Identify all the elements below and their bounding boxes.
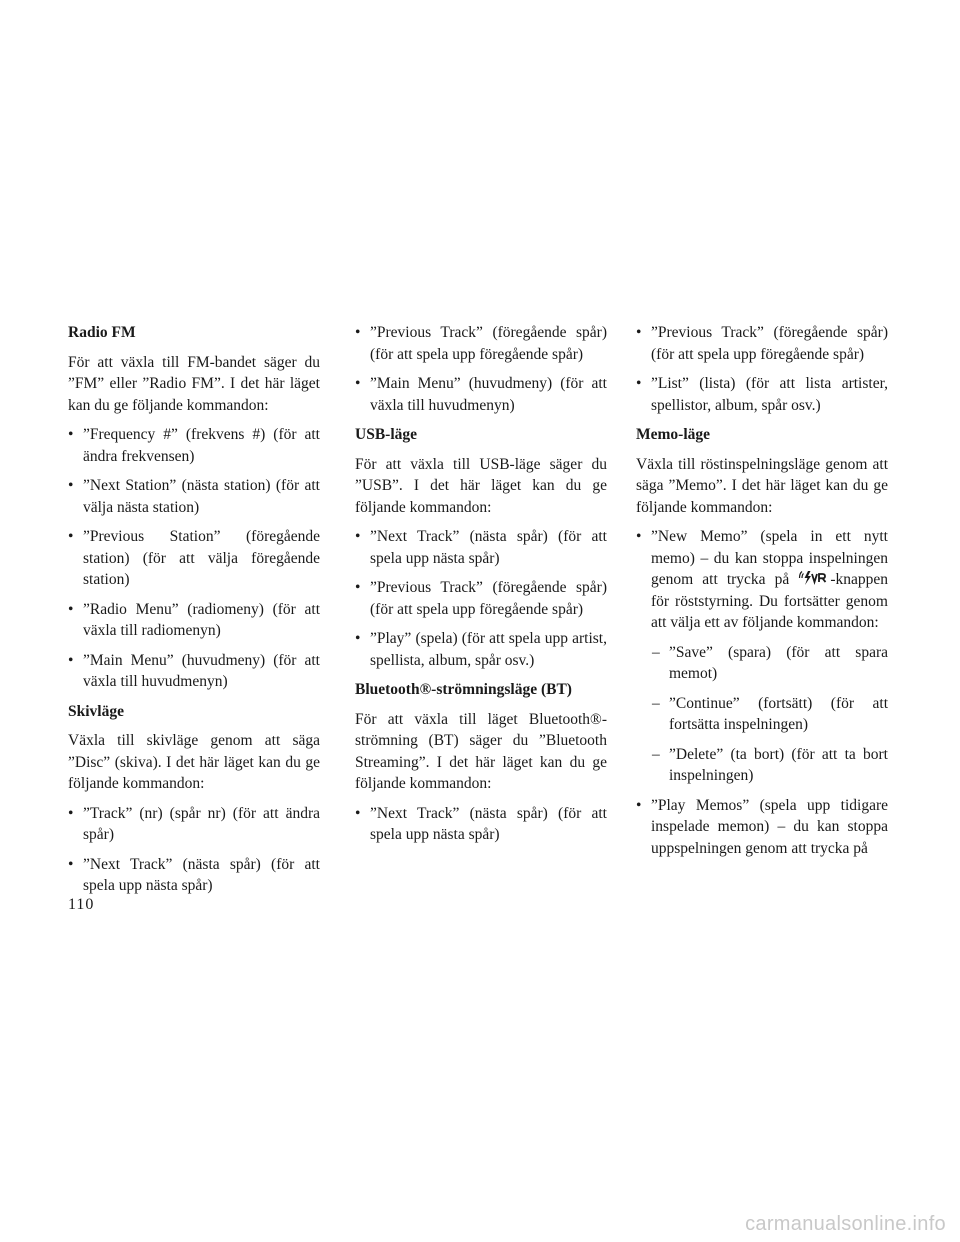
list-item: • ”Next Station” (nästa station) (för att välja nästa station) [68,475,320,518]
list-item: • ”Frequency #” (frekvens #) (för att ändra frekvensen) [68,424,320,467]
memo-command-list [636,526,888,634]
bluetooth-intro: För att växla till läget Bluetooth®-strömning (BT) säger du ”Bluetooth Streaming”. I det här läget kan du ge följande kommandon: [355,710,607,792]
list-item-new-memo [636,526,888,634]
skivlage-command-list-continued [355,322,607,416]
heading-bluetooth: Bluetooth®-strömningsläge (BT) [355,681,572,698]
column-3 [636,322,888,867]
voice-recognition-icon [798,570,830,586]
list-item: • ”List” (lista) (för att lista artister, spellistor, album, spår osv.) [636,373,888,416]
bluetooth-command-list-continued [636,322,888,416]
column-2 [355,322,607,854]
list-item: • ”Radio Menu” (radiomeny) (för att växla till radiomenyn) [68,599,320,642]
list-item: • ”Previous Track” (föregående spår) (för att spela upp föregående spår) [355,577,607,620]
column-1 [68,322,320,905]
memo-intro: Växla till röstinspelningsläge genom att säga ”Memo”. I det här läget kan du ge följande kommandon: [636,455,888,516]
list-item: • ”Previous Track” (föregående spår) (för att spela upp föregående spår) [636,322,888,365]
list-item: • ”Play” (spela) (för att spela upp artist, spellista, album, spår osv.) [355,628,607,671]
radio-fm-intro: För att växla till FM-bandet säger du ”FM” eller ”Radio FM”. I det här läget kan du ge följande kommandon: [68,353,320,414]
list-item: • ”Main Menu” (huvudmeny) (för att växla till huvudmenyn) [355,373,607,416]
list-item: • ”Next Track” (nästa spår) (för att spela upp nästa spår) [355,526,607,569]
page-number: 110 [68,896,95,913]
sub-list-item: – ”Delete” (ta bort) (för att ta bort inspelningen) [636,744,888,787]
radio-fm-command-list [68,424,320,693]
heading-skivlage: Skivläge [68,702,124,720]
heading-radio-fm: Radio FM [68,324,136,341]
list-item-play-memos: • ”Play Memos” (spela upp tidigare inspelade memon) – du kan stoppa uppspelningen genom att trycka på [636,795,888,860]
usb-intro: För att växla till USB-läge säger du ”USB”. I det här läget kan du ge följande kommandon: [355,455,607,516]
list-item: • ”Previous Station” (föregående station) (för att välja föregående station) [68,526,320,591]
heading-usb: USB-läge [355,426,417,443]
sub-list-item: – ”Continue” (fortsätt) (för att fortsätta inspelningen) [636,693,888,736]
watermark: carmanualsonline.info [745,1213,946,1235]
sub-list-item: – ”Save” (spara) (för att spara memot) [636,642,888,685]
skivlage-command-list [68,803,320,897]
new-memo-text: ”New Memo” (spela in ett nytt memo) – du kan stoppa inspelningen genom att trycka på [651,528,888,588]
bluetooth-command-list [355,803,607,846]
heading-memo: Memo-läge [636,426,711,443]
list-item: • ”Main Menu” (huvudmeny) (för att växla till huvudmenyn) [68,650,320,693]
list-item: • ”Track” (nr) (spår nr) (för att ändra spår) [68,803,320,846]
list-item: • ”Next Track” (nästa spår) (för att spela upp nästa spår) [355,803,607,846]
skivlage-intro: Växla till skivläge genom att säga ”Disc” (skiva). I det här läget kan du ge följande kommandon: [68,732,320,792]
memo-sub-command-list [636,642,888,787]
memo-command-list-cont [636,795,888,860]
list-item: • ”Next Track” (nästa spår) (för att spela upp nästa spår) [68,854,320,897]
new-memo-text-cont: -knappen för röststyrning. Du fortsätter genom att välja ett av följande kommandon: [651,571,888,631]
usb-command-list [355,526,607,671]
list-item: • ”Previous Track” (föregående spår) (för att spela upp föregående spår) [355,322,607,365]
